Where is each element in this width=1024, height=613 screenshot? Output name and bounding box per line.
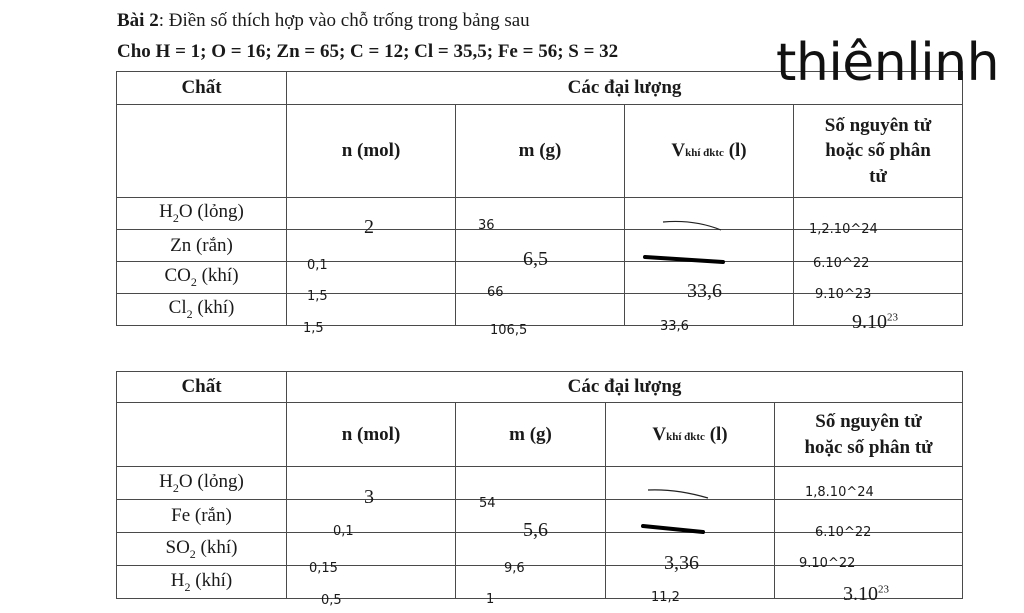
- particles-line2: hoặc số phân tử: [804, 436, 933, 458]
- particles-exponent: 23: [878, 583, 889, 596]
- particles-value: 9.10^23: [815, 286, 872, 302]
- header-particles: [794, 105, 963, 198]
- volume-value: 3,36: [664, 552, 699, 574]
- moles-value: 1,5: [303, 320, 324, 336]
- moles-value: 2: [364, 215, 374, 238]
- moles-cell: [287, 198, 456, 238]
- volume-cell: [606, 467, 775, 500]
- formula-subscript: 2: [172, 210, 179, 225]
- volume-subscript: khí đktc: [666, 430, 705, 443]
- volume-symbol: V: [652, 423, 667, 445]
- substance-cell: [117, 566, 287, 599]
- volume-value: 11,2: [651, 590, 680, 605]
- mass-value: 106,5: [490, 322, 528, 338]
- moles-value: 0,5: [321, 593, 342, 608]
- state: (khí): [192, 297, 235, 319]
- substance-cell: [117, 500, 287, 533]
- particles-line1: Số nguyên tử: [824, 114, 932, 136]
- header-empty: [117, 105, 287, 198]
- strikethrough-mark: [641, 520, 721, 540]
- table-row: [117, 500, 963, 533]
- volume-unit: (l): [704, 423, 728, 445]
- particles-base: 3.10: [843, 583, 878, 605]
- formula-subscript: 2: [190, 274, 197, 289]
- volume-cell: [625, 198, 794, 230]
- header-mass: m (g): [456, 403, 606, 467]
- substance-cell: [117, 294, 287, 326]
- particles-line1: Số nguyên tử: [815, 410, 922, 432]
- substance-cell: [117, 230, 287, 262]
- mass-value: 66: [487, 284, 504, 300]
- moles-value: 3: [364, 486, 374, 508]
- particles-cell: [775, 500, 963, 540]
- state: (khí): [195, 536, 238, 558]
- state: O (lỏng): [178, 470, 244, 492]
- volume-value: 33,6: [687, 279, 722, 302]
- mass-cell: [456, 198, 625, 233]
- mass-value: 6,5: [523, 247, 548, 270]
- moles-value: 0,1: [333, 524, 354, 539]
- exercise-number: Bài 2: [117, 10, 159, 31]
- particles-base: 9.10: [852, 310, 887, 333]
- particles-value: [852, 311, 898, 334]
- formula-subscript: 2: [189, 546, 196, 561]
- formula: SO: [165, 536, 190, 558]
- strikethrough-mark: [661, 216, 741, 236]
- header-substance: Chất: [117, 72, 287, 105]
- formula: Fe: [171, 505, 191, 526]
- mass-cell: [456, 230, 625, 270]
- mass-cell: [456, 500, 606, 541]
- formula: Cl: [168, 297, 187, 319]
- volume-unit: (l): [723, 140, 747, 161]
- mass-value: 54: [479, 496, 496, 511]
- moles-value: 0,15: [309, 561, 338, 576]
- strikethrough-mark: [643, 249, 733, 269]
- particles-value: 6.10^22: [813, 255, 870, 271]
- header-quantities: Các đại lượng: [287, 372, 963, 403]
- watermark-text: thiênlinh: [776, 33, 1000, 93]
- mass-cell: [456, 294, 625, 338]
- header-mass: m (g): [456, 105, 625, 198]
- header-substance: Chất: [117, 372, 287, 403]
- state: (rắn): [190, 505, 232, 526]
- quantities-table-2: [116, 371, 963, 608]
- given-atomic-masses: Cho H = 1; O = 16; Zn = 65; C = 12; Cl = 35,5; Fe = 56; S = 32: [117, 41, 619, 62]
- formula-subscript: 2: [186, 306, 193, 321]
- exercise-instruction: : Điền số thích hợp vào chỗ trống trong bảng sau: [158, 10, 530, 31]
- volume-symbol: V: [671, 140, 686, 161]
- particles-value: [843, 583, 889, 606]
- formula: Zn: [170, 234, 192, 256]
- formula-subscript: 2: [172, 480, 179, 495]
- mass-value: 5,6: [523, 519, 548, 541]
- header-quantities: Các đại lượng: [287, 72, 963, 105]
- particles-value: 6.10^22: [815, 525, 872, 540]
- substance-cell: [117, 262, 287, 294]
- moles-cell: [287, 467, 456, 508]
- formula: H: [159, 201, 173, 223]
- state: (khí): [190, 569, 233, 591]
- particles-line2: hoặc số phân: [825, 140, 931, 162]
- moles-value: 1,5: [307, 288, 328, 304]
- mass-cell: [456, 467, 606, 511]
- formula: H: [159, 470, 173, 492]
- formula: H: [170, 569, 185, 591]
- exercise-title: [117, 10, 530, 32]
- particles-cell: [794, 198, 963, 237]
- volume-subscript: khí đktc: [685, 147, 724, 159]
- formula: CO: [164, 265, 191, 287]
- quantities-table-1: [116, 71, 963, 338]
- header-volume: [606, 403, 775, 467]
- state: (khí): [196, 265, 239, 287]
- header-particles: [775, 403, 963, 467]
- state: (rắn): [191, 234, 233, 256]
- mass-value: 9,6: [504, 561, 525, 576]
- substance-cell: [117, 467, 287, 500]
- particles-line3: tử: [869, 165, 887, 187]
- volume-value: 33,6: [660, 318, 689, 334]
- moles-cell: [287, 533, 456, 576]
- formula-subscript: 2: [184, 579, 191, 594]
- substance-cell: [117, 533, 287, 566]
- particles-value: 9.10^22: [799, 556, 856, 571]
- state: O (lỏng): [178, 201, 244, 223]
- table-row: [117, 467, 963, 500]
- mass-value: 1: [486, 592, 495, 607]
- table-row: [117, 198, 963, 230]
- substance-cell: [117, 198, 287, 230]
- header-moles: n (mol): [287, 105, 456, 198]
- strikethrough-mark: [646, 485, 726, 505]
- mass-value: 36: [478, 217, 495, 233]
- header-empty: [117, 403, 287, 467]
- header-volume: [625, 105, 794, 198]
- particles-cell: [775, 467, 963, 500]
- particles-value: 1,8.10^24: [805, 485, 874, 500]
- header-moles: n (mol): [287, 403, 456, 467]
- mass-cell: [456, 566, 606, 607]
- particles-value: 1,2.10^24: [809, 221, 878, 237]
- moles-value: 0,1: [307, 257, 328, 273]
- particles-exponent: 23: [887, 310, 898, 323]
